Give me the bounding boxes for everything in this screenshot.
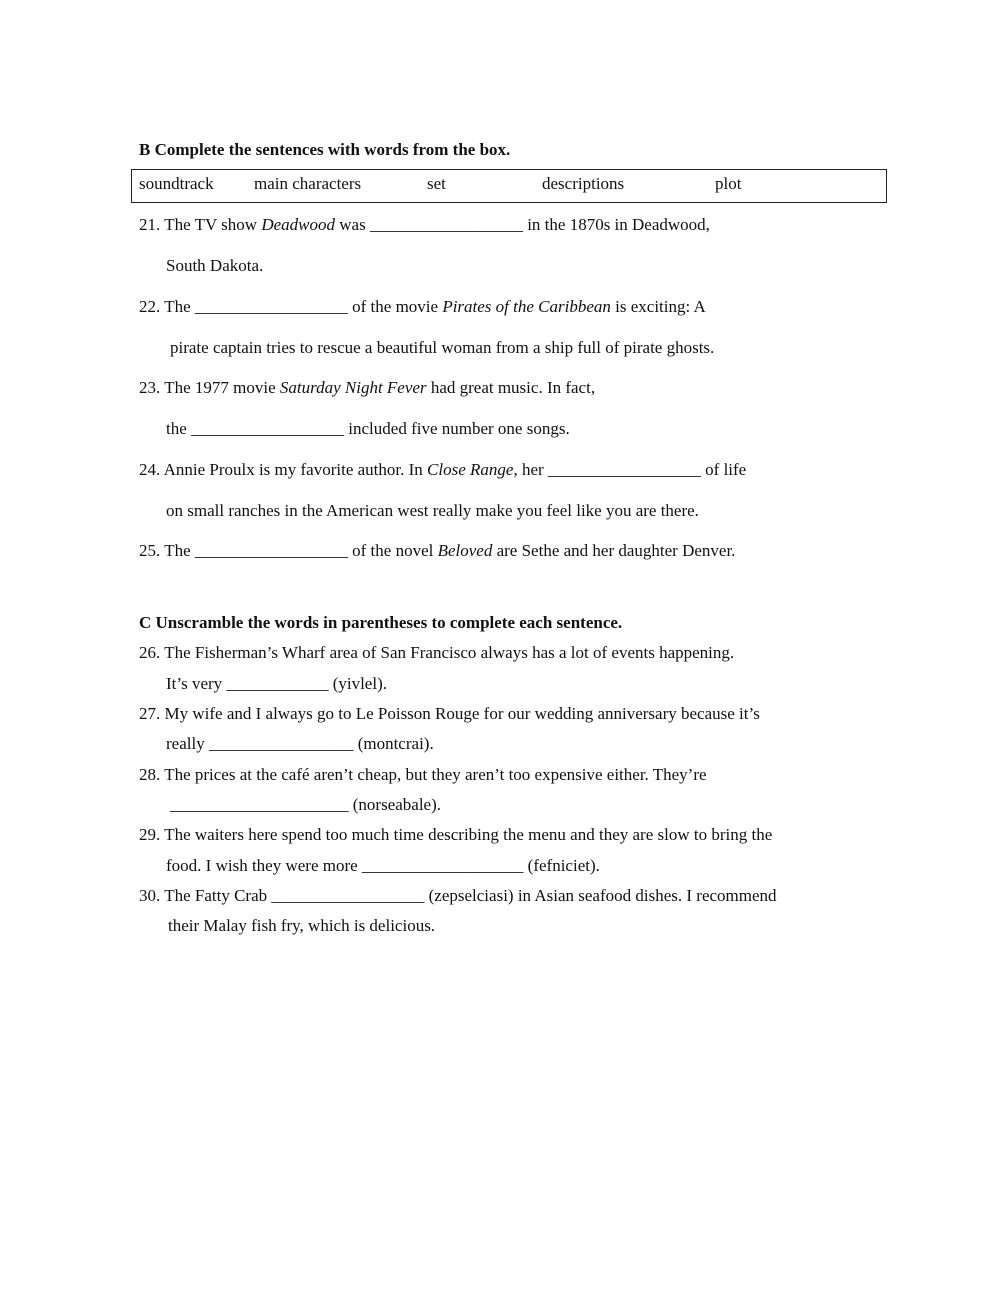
- question-30-continuation: their Malay fish fry, which is delicious.: [168, 916, 436, 935]
- question-number: 21.: [139, 215, 165, 234]
- question-text: food. I wish they were more: [166, 856, 362, 875]
- question-number: 23.: [139, 378, 165, 397]
- question-number: 22.: [139, 297, 165, 316]
- question-text: , her: [513, 460, 548, 479]
- italic-title: Beloved: [437, 541, 493, 560]
- question-23: [139, 378, 595, 398]
- answer-blank[interactable]: __________________: [194, 541, 348, 560]
- question-text: (zepselciasi) in Asian seafood dishes. I recommend: [424, 886, 777, 905]
- question-text: the: [166, 419, 192, 438]
- question-text: (yivlel).: [328, 674, 387, 693]
- italic-title: Close Range: [427, 460, 514, 479]
- question-21-continuation: South Dakota.: [166, 256, 264, 275]
- section-c-heading: C Unscramble the words in parentheses to complete each sentence.: [139, 613, 623, 632]
- question-22: [139, 297, 706, 317]
- italic-title: Pirates of the Caribbean: [442, 297, 611, 316]
- question-29: 29. The waiters here spend too much time describing the menu and they are slow to bring the: [139, 825, 773, 844]
- question-30: [139, 886, 777, 906]
- answer-blank[interactable]: __________________: [547, 460, 701, 479]
- question-21: [139, 215, 710, 235]
- question-27: 27. My wife and I always go to Le Poisson Rouge for our wedding anniversary because it’s: [139, 704, 760, 723]
- question-text: (fefniciet).: [523, 856, 600, 875]
- question-text: (norseabale).: [348, 795, 442, 814]
- question-text: had great music. In fact,: [426, 378, 596, 397]
- word-box-item: soundtrack: [139, 174, 214, 193]
- question-text: of the novel: [347, 541, 438, 560]
- question-text: in the 1870s in Deadwood,: [522, 215, 710, 234]
- word-box-item: main characters: [254, 174, 362, 193]
- question-number: 24.: [139, 460, 164, 479]
- question-text: included five number one songs.: [344, 419, 570, 438]
- italic-title: Deadwood: [261, 215, 335, 234]
- answer-blank[interactable]: _____________________: [170, 795, 349, 814]
- question-text: really: [166, 734, 209, 753]
- question-28: 28. The prices at the café aren’t cheap, but they aren’t too expensive either. They’re: [139, 765, 707, 784]
- question-26: 26. The Fisherman’s Wharf area of San Francisco always has a lot of events happening.: [139, 643, 735, 662]
- question-22-continuation: pirate captain tries to rescue a beautiful woman from a ship full of pirate ghosts.: [170, 338, 715, 357]
- section-b-heading: B Complete the sentences with words from the box.: [139, 140, 511, 159]
- question-text: It’s very: [166, 674, 227, 693]
- question-text: The TV show: [164, 215, 262, 234]
- question-text: is exciting: A: [610, 297, 706, 316]
- answer-blank[interactable]: _________________: [208, 734, 354, 753]
- answer-blank[interactable]: __________________: [369, 215, 523, 234]
- question-text: (montcrai).: [353, 734, 434, 753]
- question-text: The: [164, 541, 195, 560]
- question-text: 30. The Fatty Crab: [139, 886, 272, 905]
- italic-title: Saturday Night Fever: [279, 378, 427, 397]
- question-28-continuation: [170, 795, 441, 815]
- word-box: [131, 169, 887, 203]
- word-box-item: set: [427, 174, 446, 193]
- question-26-continuation: [166, 674, 387, 694]
- answer-blank[interactable]: __________________: [191, 419, 345, 438]
- question-text: of the movie: [347, 297, 443, 316]
- question-text: of life: [700, 460, 747, 479]
- question-text: are Sethe and her daughter Denver.: [492, 541, 736, 560]
- question-24: [139, 460, 746, 480]
- word-box-item: plot: [715, 174, 742, 193]
- answer-blank[interactable]: __________________: [271, 886, 425, 905]
- word-box-item: descriptions: [542, 174, 625, 193]
- answer-blank[interactable]: ___________________: [361, 856, 524, 875]
- answer-blank[interactable]: ____________: [226, 674, 329, 693]
- question-number: 25.: [139, 541, 165, 560]
- question-23-continuation: [166, 419, 570, 439]
- question-text: The 1977 movie: [164, 378, 280, 397]
- question-24-continuation: on small ranches in the American west really make you feel like you are there.: [166, 501, 699, 520]
- answer-blank[interactable]: __________________: [194, 297, 348, 316]
- question-text: The: [164, 297, 195, 316]
- question-text: was: [335, 215, 370, 234]
- question-text: Annie Proulx is my favorite author. In: [163, 460, 428, 479]
- question-27-continuation: [166, 734, 434, 754]
- question-29-continuation: [166, 856, 600, 876]
- question-25: [139, 541, 735, 561]
